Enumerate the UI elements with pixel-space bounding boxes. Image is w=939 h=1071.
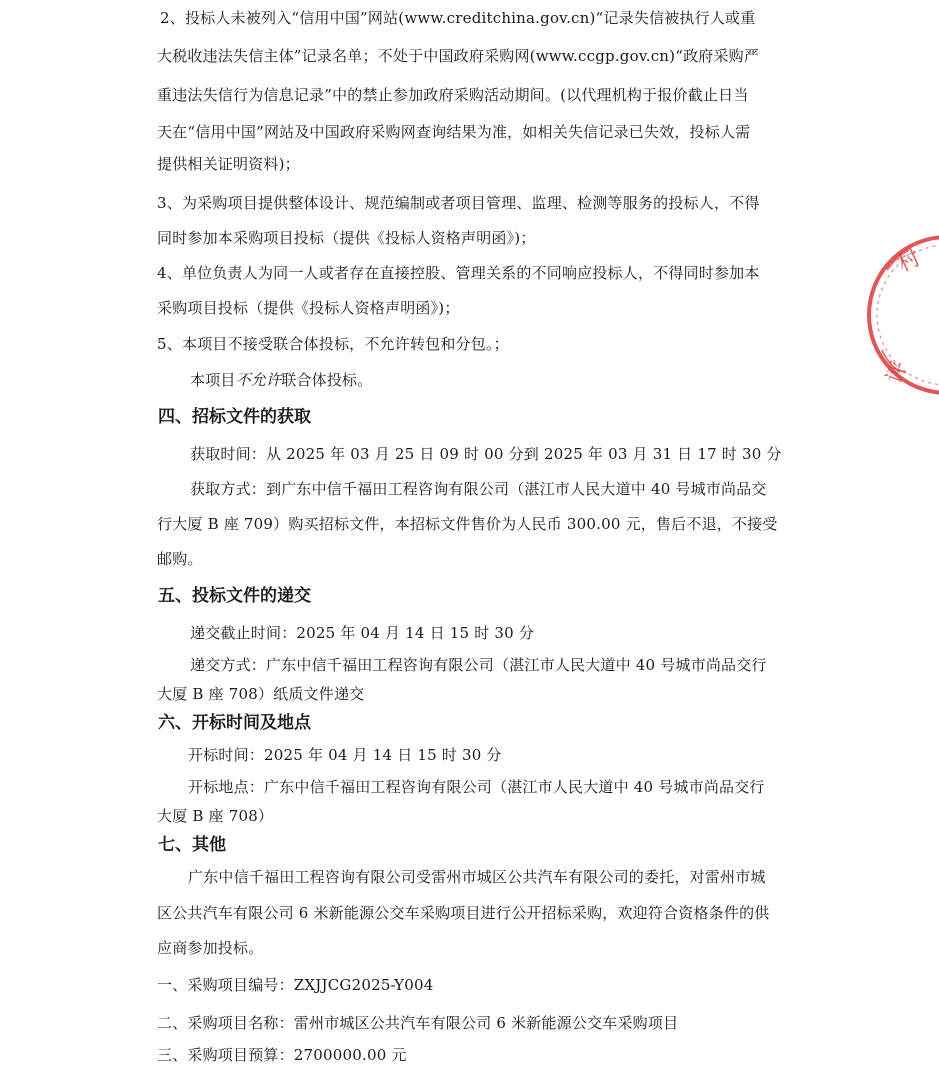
- section4-time: 获取时间：从 2025 年 03 月 25 日 09 时 00 分到 2025 年 03 月 31 日 17 时 30 分: [190, 445, 782, 463]
- section4-method-line1: 获取方式：到广东中信千福田工程咨询有限公司（湛江市人民大道中 40 号城市尚品交: [190, 480, 767, 498]
- section6-place-line2: 大厦 B 座 708）: [157, 807, 274, 825]
- section4-title: 四、招标文件的获取: [158, 407, 311, 427]
- consortium-suffix: 联合体投标。: [281, 371, 373, 389]
- item5: 5、本项目不接受联合体投标，不允许转包和分包。；: [157, 335, 509, 353]
- section5-method-line2: 大厦 B 座 708）纸质文件递交: [157, 685, 365, 703]
- section7-para-line3: 应商参加投标。: [157, 939, 264, 957]
- section7-title: 七、其他: [158, 835, 226, 855]
- section5-title: 五、投标文件的递交: [158, 586, 311, 606]
- item2-line5: 提供相关证明资料)；: [157, 155, 300, 173]
- item4-line2: 采购项目投标（提供《投标人资格声明函》)；: [157, 299, 460, 317]
- item2-line4: 天在“信用中国”网站及中国政府采购网查询结果为准，如相关失信记录已失效，投标人需: [157, 123, 751, 141]
- section5-deadline: 递交截止时间：2025 年 04 月 14 日 15 时 30 分: [190, 624, 535, 642]
- section4-method-line2: 行大厦 B 座 709）购买招标文件，本招标文件售价为人民币 300.00 元，售后不退，不接受: [157, 515, 778, 533]
- project-name: 二、采购项目名称：雷州市城区公共汽车有限公司 6 米新能源公交车采购项目: [157, 1014, 679, 1032]
- consortium-note: [190, 369, 372, 391]
- seal-bottom-char: 评: [882, 357, 914, 388]
- section7-para-line1: 广东中信千福田工程咨询有限公司受雷州市城区公共汽车有限公司的委托，对雷州市城: [188, 868, 766, 886]
- section6-time: 开标时间：2025 年 04 月 14 日 15 时 30 分: [188, 746, 502, 764]
- official-seal-icon: [862, 210, 939, 420]
- item2-line1: 2、投标人未被列入“信用中国”网站(www.creditchina.gov.cn)“记录失信被执行人或重: [160, 9, 756, 27]
- item3-line1: 3、为采购项目提供整体设计、规范编制或者项目管理、监理、检测等服务的投标人，不得: [157, 194, 760, 212]
- seal-top-char: 村: [893, 245, 925, 278]
- item4-line1: 4、单位负责人为同一人或者存在直接控股、管理关系的不同响应投标人，不得同时参加本: [157, 264, 760, 282]
- consortium-italic: 不允许: [235, 371, 282, 389]
- item3-line2: 同时参加本采购项目投标（提供《投标人资格声明函》)；: [157, 229, 536, 247]
- consortium-prefix: 本项目: [190, 371, 236, 389]
- project-number: 一、采购项目编号：ZXJJCG2025-Y004: [157, 976, 434, 994]
- section4-method-line3: 邮购。: [157, 550, 203, 568]
- section5-method-line1: 递交方式：广东中信千福田工程咨询有限公司（湛江市人民大道中 40 号城市尚品交行: [190, 656, 767, 674]
- item2-line3: 重违法失信行为信息记录”中的禁止参加政府采购活动期间。(以代理机构于报价截止日当: [157, 86, 749, 104]
- section6-place-line1: 开标地点：广东中信千福田工程咨询有限公司（湛江市人民大道中 40 号城市尚品交行: [188, 778, 765, 796]
- section6-title: 六、开标时间及地点: [158, 713, 311, 733]
- section7-para-line2: 区公共汽车有限公司 6 米新能源公交车采购项目进行公开招标采购，欢迎符合资格条件的供: [157, 904, 770, 922]
- item2-line2: 大税收违法失信主体”记录名单；不处于中国政府采购网(www.ccgp.gov.cn)“政府采购严: [157, 47, 760, 65]
- project-budget: 三、采购项目预算：2700000.00 元: [157, 1046, 407, 1064]
